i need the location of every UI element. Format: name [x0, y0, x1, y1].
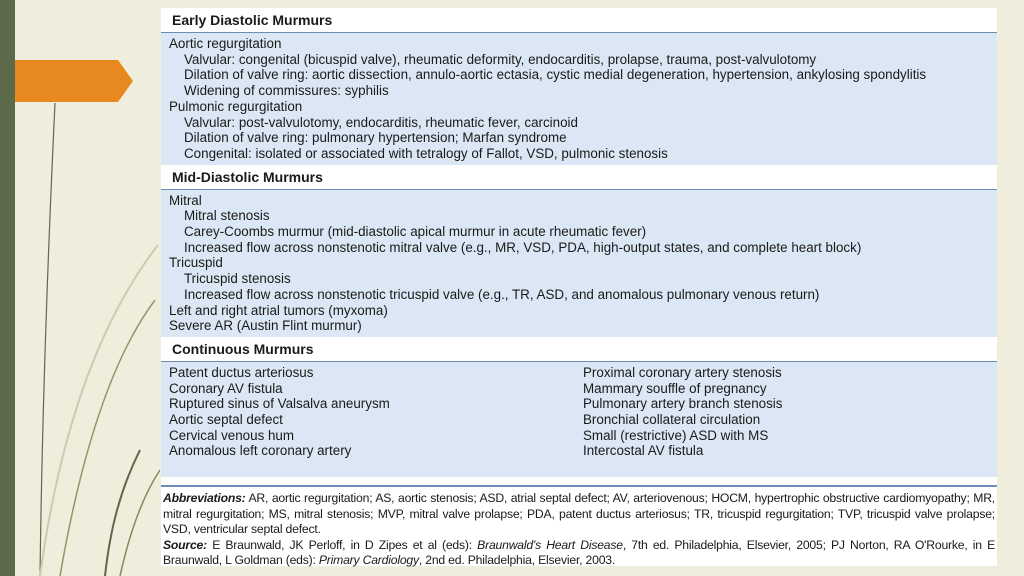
list-item: Valvular: congenital (bicuspid valve), rheumatic deformity, endocarditis, prolapse, trauma, post-valvulotomy [184, 51, 817, 67]
list-item: Mitral [169, 192, 202, 208]
list-item: Anomalous left coronary artery [169, 443, 352, 459]
list-item: Carey-Coombs murmur (mid-diastolic apical murmur in acute rheumatic fever) [184, 224, 647, 240]
list-item: Valvular: post-valvulotomy, endocarditis, rheumatic fever, carcinoid [184, 114, 578, 130]
list-item: Cervical venous hum [169, 427, 295, 443]
list-item: Aortic septal defect [169, 412, 283, 428]
list-item: Mammary souffle of pregnancy [583, 380, 767, 396]
list-item: Small (restrictive) ASD with MS [583, 427, 769, 443]
abbreviations-label: Abbreviations: [163, 491, 246, 506]
list-item: Severe AR (Austin Flint murmur) [169, 318, 362, 334]
list-item: Ruptured sinus of Valsalva aneurysm [169, 396, 390, 412]
list-item: Widening of commissures: syphilis [184, 83, 389, 99]
list-item: Tricuspid [169, 255, 223, 271]
orange-arrow-icon [15, 60, 135, 102]
list-item: Mitral stenosis [184, 208, 270, 224]
source-text: , 7th ed. Philadelphia, Elsevier, 2005; PJ Norton, RA O'Rourke, in E Braunwald, L Goldman (eds): [163, 537, 995, 568]
source-book: Braunwald's Heart Disease [477, 537, 623, 552]
list-item: Patent ductus arteriosus [169, 364, 314, 380]
section-body [161, 190, 997, 337]
list-item: Intercostal AV fistula [583, 443, 704, 459]
list-item: Bronchial collateral circulation [583, 412, 761, 428]
list-item: Pulmonary artery branch stenosis [583, 396, 783, 412]
list-item: Increased flow across nonstenotic tricuspid valve (e.g., TR, ASD, and anomalous pulmonary venous return) [184, 286, 820, 302]
list-item: Proximal coronary artery stenosis [583, 364, 782, 380]
source-book: Primary Cardiology [318, 553, 419, 568]
list-item: Increased flow across nonstenotic mitral valve (e.g., MR, VSD, PDA, high-output states, and complete heart block) [184, 239, 862, 255]
source-text: E Braunwald, JK Perloff, in D Zipes et al (eds): [206, 537, 478, 552]
list-item: Dilation of valve ring: pulmonary hypertension; Marfan syndrome [184, 130, 567, 146]
source-label: Source: [163, 537, 207, 552]
list-item: Tricuspid stenosis [184, 271, 291, 287]
list-item: Aortic regurgitation [169, 36, 282, 51]
list-item: Coronary AV fistula [169, 380, 283, 396]
list-item: Congenital: isolated or associated with tetralogy of Fallot, VSD, pulmonic stenosis [184, 145, 668, 161]
section-header: Early Diastolic Murmurs [161, 8, 997, 33]
list-item: Pulmonic regurgitation [169, 98, 303, 114]
table-footnote [161, 485, 997, 569]
source-text: , 2nd ed. Philadelphia, Elsevier, 2003. [418, 553, 616, 568]
section-header: Continuous Murmurs [161, 337, 997, 362]
continuous-left-column [169, 365, 583, 459]
section-body [161, 33, 997, 165]
section-header: Mid-Diastolic Murmurs [161, 165, 997, 190]
abbreviations-text: AR, aortic regurgitation; AS, aortic stenosis; ASD, atrial septal defect; AV, arteriovenous; HOCM, hypertrophic obstructive cardiomyopathy; MR, mitral regurgitation; MS, mitral stenosis; MVP, mitral valve prolapse; PDA, patent ductus arteriosus; TR, tricuspid regurgitation; TVP, tricuspid valve prolapse; VSD, ventricular septal defect. [163, 491, 995, 537]
list-item: Dilation of valve ring: aortic dissection, annulo-aortic ectasia, cystic medial degeneration, hypertension, ankylosing spondylitis [184, 67, 927, 83]
continuous-body [161, 362, 997, 477]
murmur-table [161, 8, 997, 566]
list-item: Left and right atrial tumors (myxoma) [169, 302, 388, 318]
continuous-right-column [583, 365, 997, 459]
